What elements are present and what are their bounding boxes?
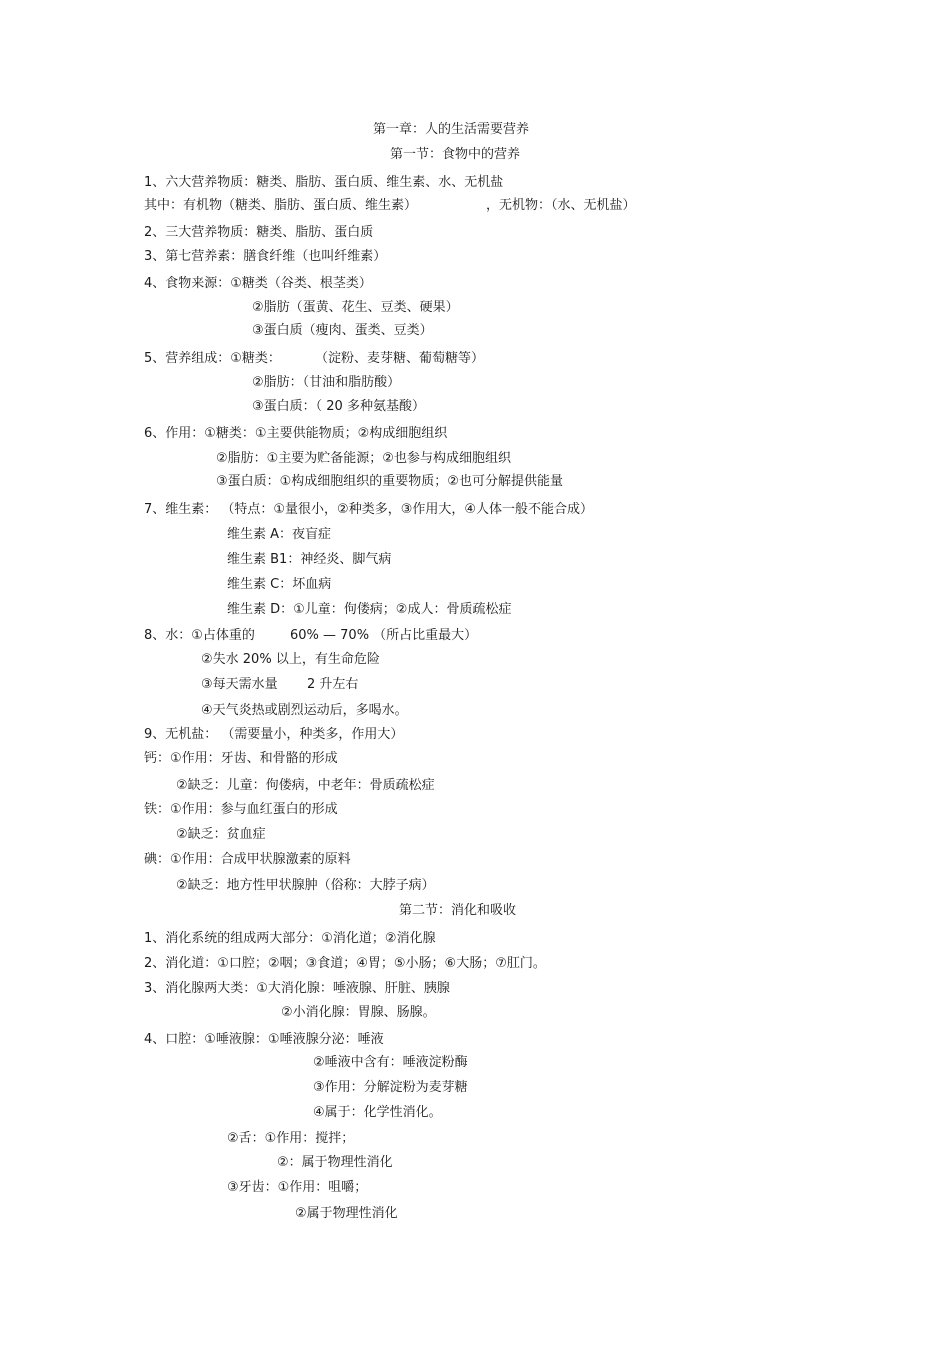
text-line: ，无机物：（水、无机盐）: [486, 198, 636, 213]
text-line: 碘：①作用：合成甲状腺激素的原料: [144, 852, 351, 867]
text-line: ②小消化腺：胃腺、肠腺。: [281, 1005, 436, 1020]
text-line: ②舌：①作用：搅拌；: [227, 1131, 355, 1146]
text-line: ④天气炎热或剧烈运动后，多喝水。: [201, 703, 408, 718]
text-line: 9、无机盐： （需要量小，种类多，作用大）: [144, 727, 404, 742]
text-line: 8、水：①占体重的: [144, 628, 255, 643]
text-line: 1、六大营养物质：糖类、脂肪、蛋白质、维生素、水、无机盐: [144, 175, 504, 190]
text-line: ③牙齿：①作用：咀嚼；: [227, 1180, 368, 1195]
text-line: 3、第七营养素：膳食纤维（也叫纤维素）: [144, 249, 387, 264]
text-line: 3、消化腺两大类：①大消化腺：唾液腺、肝脏、胰腺: [144, 981, 450, 996]
text-line: （淀粉、麦芽糖、葡萄糖等）: [315, 351, 485, 366]
text-line: ④属于：化学性消化。: [313, 1105, 442, 1120]
text-line: ②：属于物理性消化: [277, 1155, 393, 1170]
text-line: ②脂肪：①主要为贮备能源；②也参与构成细胞组织: [216, 451, 511, 466]
text-line: ②脂肪：（甘油和脂肪酸）: [252, 375, 401, 390]
text-line: 1、消化系统的组成两大部分：①消化道；②消化腺: [144, 931, 436, 946]
text-line: 铁：①作用：参与血红蛋白的形成: [144, 802, 338, 817]
text-line: ③蛋白质：①构成细胞组织的重要物质；②也可分解提供能量: [216, 474, 563, 489]
text-line: 2、消化道：①口腔；②咽；③食道；④胃；⑤小肠；⑥大肠；⑦肛门。: [144, 956, 546, 971]
text-line: ②唾液中含有：唾液淀粉酶: [313, 1055, 468, 1070]
text-line: 2 升左右: [307, 677, 359, 692]
text-line: ②失水 20% 以上，有生命危险: [201, 652, 380, 667]
text-line: 4、食物来源：①糖类（谷类、根茎类）: [144, 276, 372, 291]
section-title: 第二节：消化和吸收: [399, 903, 517, 918]
text-line: 5、营养组成：①糖类：: [144, 351, 281, 366]
text-line: 7、维生素： （特点：①量很小，②种类多，③作用大，④人体一般不能合成）: [144, 502, 594, 517]
text-line: ③蛋白质：（ 20 多种氨基酸）: [252, 399, 425, 414]
text-line: 钙：①作用：牙齿、和骨骼的形成: [144, 751, 338, 766]
text-line: ②属于物理性消化: [295, 1206, 398, 1221]
text-line: 维生素 C：坏血病: [227, 577, 332, 592]
text-line: 其中：有机物（糖类、脂肪、蛋白质、维生素）: [144, 198, 418, 213]
text-line: ③蛋白质（瘦肉、蛋类、豆类）: [252, 323, 433, 338]
section-title: 第一节：食物中的营养: [390, 147, 521, 162]
text-line: 2、三大营养物质：糖类、脂肪、蛋白质: [144, 225, 374, 240]
text-line: 维生素 B1：神经炎、脚气病: [227, 552, 392, 567]
text-line: 60% — 70% （所占比重最大）: [290, 628, 478, 643]
text-line: ②脂肪（蛋黄、花生、豆类、硬果）: [252, 300, 459, 315]
chapter-title: 第一章：人的生活需要营养: [373, 122, 530, 137]
text-line: ③作用：分解淀粉为麦芽糖: [313, 1080, 468, 1095]
text-line: 6、作用：①糖类：①主要供能物质；②构成细胞组织: [144, 426, 448, 441]
text-line: ②缺乏：贫血症: [176, 827, 266, 842]
text-line: ②缺乏：地方性甲状腺肿（俗称：大脖子病）: [176, 878, 435, 893]
text-line: 维生素 D：①儿童：佝偻病；②成人：骨质疏松症: [227, 602, 512, 617]
text-line: 维生素 A：夜盲症: [227, 527, 332, 542]
text-line: ③每天需水量: [201, 677, 278, 692]
text-line: 4、口腔：①唾液腺：①唾液腺分泌：唾液: [144, 1032, 384, 1047]
text-line: ②缺乏：儿童：佝偻病，中老年：骨质疏松症: [176, 778, 435, 793]
